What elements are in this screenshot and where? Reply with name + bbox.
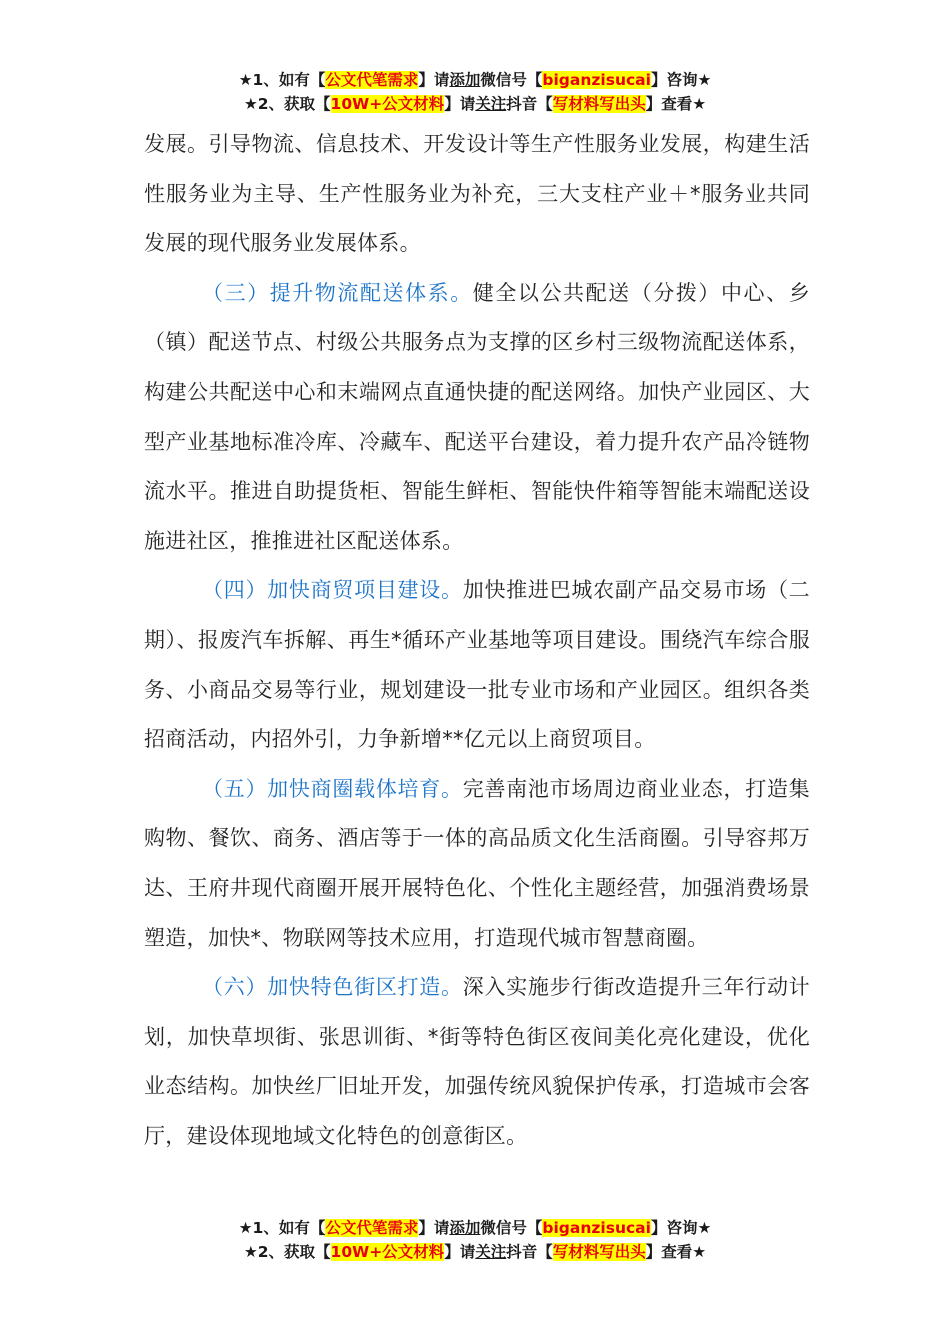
banner-text: 微信号【 (480, 71, 543, 89)
footer-banner (0, 1216, 950, 1264)
banner-text: 】咨询★ (650, 1219, 712, 1237)
banner-underline: 关注 (475, 1243, 507, 1261)
paragraph-body: 加快推进巴城农副产品交易市场（二期）、报废汽车拆解、再生*循环产业基地等项目建设。围绕汽车综合服务、小商品交易等行业，规划建设一批专业市场和产业园区。组织各类招商活动，内招外引，力争新增**亿元以上商贸项目。 (144, 578, 810, 752)
banner-text: 】请 (444, 95, 476, 113)
banner-text: 】请 (418, 71, 450, 89)
banner-line-2 (0, 1240, 950, 1264)
banner-line-2 (0, 92, 950, 116)
banner-underline: 添加 (449, 71, 481, 89)
section-heading-5: （五）加快商圈载体培育。 (202, 776, 463, 801)
banner-highlight: 写材料写出头 (552, 1243, 646, 1261)
paragraph-projects (144, 566, 810, 764)
document-body (144, 120, 810, 1161)
banner-text: 】查看★ (645, 95, 707, 113)
banner-highlight: 写材料写出头 (552, 95, 646, 113)
banner-text: 】咨询★ (650, 71, 712, 89)
banner-text: 】查看★ (645, 1243, 707, 1261)
section-heading-6: （六）加快特色街区打造。 (202, 975, 463, 1000)
paragraph-continuation: 发展。引导物流、信息技术、开发设计等生产性服务业发展，构建生活性服务业为主导、生产性服务业为补充，三大支柱产业＋*服务业共同发展的现代服务业发展体系。 (144, 132, 810, 256)
banner-underline: 添加 (449, 1219, 481, 1237)
paragraph-body: 健全以公共配送（分拨）中心、乡（镇）配送节点、村级公共服务点为支撑的区乡村三级物流配送体系，构建公共配送中心和末端网点直通快捷的配送网络。加快产业园区、大型产业基地标准冷库、冷藏车、配送平台建设，着力提升农产品冷链物流水平。推进自助提货柜、智能生鲜柜、智能快件箱等智能末端配送设施进社区，推推进社区配送体系。 (144, 280, 810, 553)
banner-text: ★1、如有【 (238, 1219, 326, 1237)
banner-text: 抖音【 (506, 1243, 553, 1261)
paragraph-streets (144, 963, 810, 1161)
banner-text: ★2、获取【 (243, 1243, 331, 1261)
paragraph-business-district (144, 765, 810, 963)
banner-highlight: 公文代笔需求 (325, 71, 419, 89)
banner-text: ★1、如有【 (238, 71, 326, 89)
header-banner (0, 68, 950, 116)
paragraph-body: 完善南池市场周边商业业态，打造集购物、餐饮、商务、酒店等于一体的高品质文化生活商圈。引导容邦万达、王府井现代商圈开展开展特色化、个性化主题经营，加强消费场景塑造，加快*、物联网等技术应用，打造现代城市智慧商圈。 (144, 776, 810, 950)
banner-line-1 (0, 1216, 950, 1240)
banner-underline: 关注 (475, 95, 507, 113)
banner-text: 抖音【 (506, 95, 553, 113)
paragraph-logistics (144, 269, 810, 567)
banner-text: ★2、获取【 (243, 95, 331, 113)
section-heading-4: （四）加快商贸项目建设。 (202, 578, 463, 603)
banner-highlight: biganzisucai (542, 1219, 651, 1237)
banner-highlight: 10W+公文材料 (330, 1243, 445, 1261)
banner-line-1 (0, 68, 950, 92)
banner-text: 微信号【 (480, 1219, 543, 1237)
paragraph-body: 深入实施步行街改造提升三年行动计划，加快草坝街、张思训街、*街等特色街区夜间美化亮化建设，优化业态结构。加快丝厂旧址开发，加强传统风貌保护传承，打造城市会客厅，建设体现地域文化特色的创意街区。 (144, 975, 810, 1148)
banner-highlight: biganzisucai (542, 71, 651, 89)
banner-highlight: 公文代笔需求 (325, 1219, 419, 1237)
banner-highlight: 10W+公文材料 (330, 95, 445, 113)
banner-text: 】请 (418, 1219, 450, 1237)
banner-text: 】请 (444, 1243, 476, 1261)
section-heading-3: （三）提升物流配送体系。 (202, 280, 473, 305)
